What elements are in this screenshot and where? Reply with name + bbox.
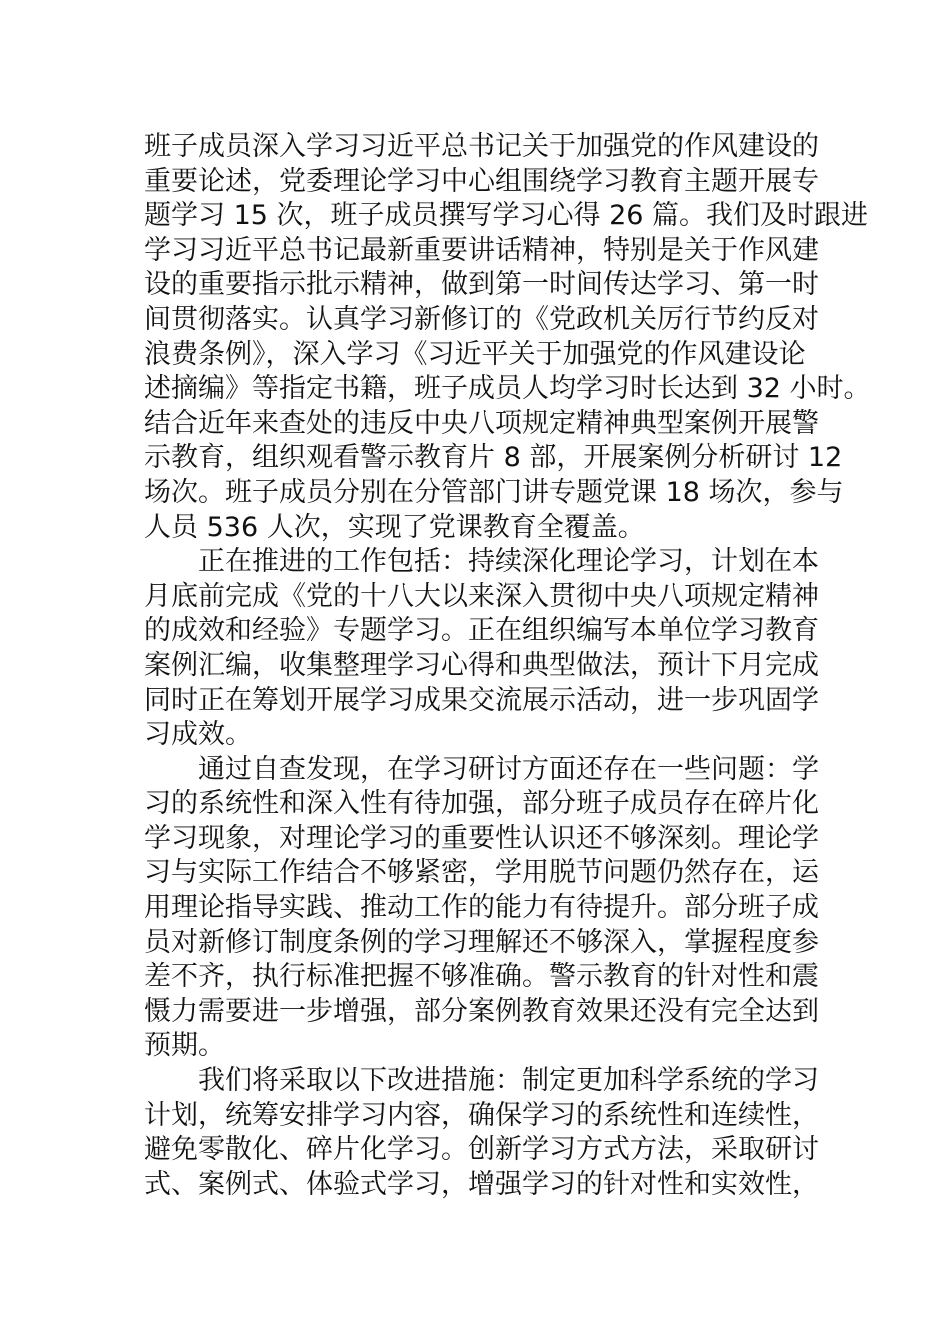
text-line: 习与实际工作结合不够紧密，学用脱节问题仍然存在，运 xyxy=(144,857,819,889)
text-line: 题学习 15 次，班子成员撰写学习心得 26 篇。我们及时跟进 xyxy=(144,200,869,232)
text-line: 用理论指导实践、推动工作的能力有待提升。部分班子成 xyxy=(144,892,819,924)
text-line: 学习现象，对理论学习的重要性认识还不够深刻。理论学 xyxy=(144,822,819,854)
text-line: 差不齐，执行标准把握不够准确。警示教育的针对性和震 xyxy=(144,961,819,993)
text-line: 场次。班子成员分别在分管部门讲专题党课 18 场次，参与 xyxy=(144,476,844,508)
text-line: 同时正在筹划开展学习成果交流展示活动，进一步巩固学 xyxy=(144,684,819,716)
text-line: 浪费条例》，深入学习《习近平关于加强党的作风建设论 xyxy=(144,338,806,370)
text-line: 班子成员深入学习习近平总书记关于加强党的作风建设的 xyxy=(144,131,819,162)
text-line: 计划，统筹安排学习内容，确保学习的系统性和连续性， xyxy=(144,1099,819,1131)
text-line: 我们将采取以下改进措施：制定更加科学系统的学习 xyxy=(198,1065,819,1097)
text-line: 慑力需要进一步增强，部分案例教育效果还没有完全达到 xyxy=(144,995,819,1027)
text-line: 员对新修订制度条例的学习理解还不够深入，掌握程度参 xyxy=(144,926,819,958)
paragraph-ongoing-work xyxy=(144,545,819,753)
text-line: 通过自查发现，在学习研讨方面还存在一些问题：学 xyxy=(198,753,819,785)
text-line: 月底前完成《党的十八大以来深入贯彻中央八项规定精神 xyxy=(144,580,819,612)
paragraph-improvements xyxy=(144,1064,819,1202)
text-line: 案例汇编，收集整理学习心得和典型做法，预计下月完成 xyxy=(144,649,819,681)
text-line: 示教育，组织观看警示教育片 8 部，开展案例分析研讨 12 xyxy=(144,442,843,474)
text-line: 预期。 xyxy=(144,1030,225,1062)
text-line: 正在推进的工作包括：持续深化理论学习，计划在本 xyxy=(198,546,819,578)
text-line: 习成效。 xyxy=(144,719,252,751)
text-line: 学习习近平总书记最新重要讲话精神，特别是关于作风建 xyxy=(144,234,819,266)
text-line: 述摘编》等指定书籍，班子成员人均学习时长达到 32 小时。 xyxy=(144,373,871,405)
text-line: 式、案例式、体验式学习，增强学习的针对性和实效性， xyxy=(144,1168,819,1200)
text-line: 的成效和经验》专题学习。正在组织编写本单位学习教育 xyxy=(144,615,819,647)
paragraph-study-summary xyxy=(144,130,871,545)
text-line: 设的重要指示批示精神，做到第一时间传达学习、第一时 xyxy=(144,269,819,301)
text-line: 习的系统性和深入性有待加强，部分班子成员存在碎片化 xyxy=(144,788,819,820)
text-line: 重要论述，党委理论学习中心组围绕学习教育主题开展专 xyxy=(144,165,819,197)
text-line: 避免零散化、碎片化学习。创新学习方式方法，采取研讨 xyxy=(144,1134,819,1166)
text-line: 结合近年来查处的违反中央八项规定精神典型案例开展警 xyxy=(144,407,819,439)
text-line: 间贯彻落实。认真学习新修订的《党政机关厉行节约反对 xyxy=(144,303,819,335)
text-line: 人员 536 人次，实现了党课教育全覆盖。 xyxy=(144,511,645,543)
paragraph-problems xyxy=(144,753,819,1064)
body-text xyxy=(144,130,871,1202)
